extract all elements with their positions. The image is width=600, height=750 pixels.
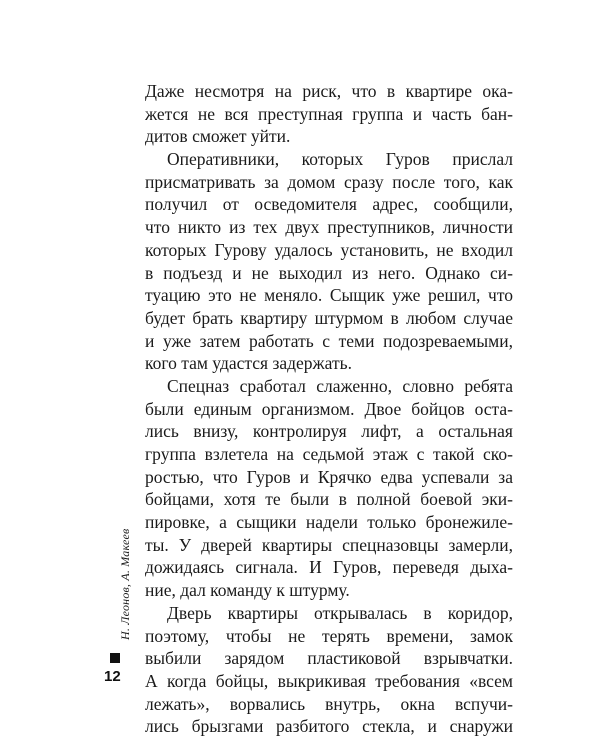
body-text (145, 80, 513, 738)
running-head-authors: Н. Леонов, А. Макеев (118, 528, 132, 640)
page-number: 12 (104, 668, 121, 685)
text-line: будет брать квартиру штурмом в любом случае (145, 307, 513, 328)
text-line: А когда бойцы, выкрикивая требования «всем (145, 670, 513, 691)
text-line: ты. У дверей квартиры спецназовцы замерли, (145, 534, 513, 555)
text-line: Даже несмотря на риск, что в квартире ока- (145, 81, 513, 101)
text-line: группа взлетела на седьмой этаж с такой ско- (145, 444, 513, 464)
text-line: и уже затем работать с теми подозреваемыми, (145, 330, 513, 351)
text-line: в подъезд и не выходил из него. Однако си- (145, 262, 513, 283)
text-line: лись брызгами разбитого стекла, и снаружи (145, 716, 513, 737)
page-marker-square (110, 653, 120, 663)
text-line: которых Гурову удалось установить, не входил (145, 239, 513, 260)
text-line: бойцами, хотя те были в полной боевой эки- (145, 489, 513, 510)
text-line: кого там удастся задержать. (145, 353, 352, 374)
text-line: жется не вся преступная группа и часть бан- (145, 103, 513, 124)
text-line: Спецназ сработал слаженно, словно ребята (167, 375, 513, 396)
text-line: выбили зарядом пластиковой взрывчатки. (145, 648, 513, 669)
text-line: лись внизу, контролируя лифт, а остальная (145, 421, 513, 442)
text-line: поэтому, чтобы не терять времени, замок (145, 625, 513, 646)
text-line: пировке, а сыщики надели только бронежиле- (145, 512, 513, 533)
text-line: что никто из тех двух преступников, личности (145, 217, 513, 238)
text-line: присматривать за домом сразу после того, как (145, 171, 513, 192)
text-line: ростью, что Гуров и Крячко едва успевали за (145, 466, 513, 487)
text-line: дожидаясь сигнала. И Гуров, переведя дыха- (145, 557, 513, 578)
text-line: дитов сможет уйти. (145, 126, 291, 147)
text-line: были единым организмом. Двое бойцов оста- (145, 398, 513, 419)
text-line: лежать», ворвались внутрь, окна вспучи- (145, 693, 513, 714)
text-line: ние, дал команду к штурму. (145, 580, 350, 601)
text-line: Оперативники, которых Гуров прислал (167, 149, 513, 170)
text-line: Дверь квартиры открывалась в коридор, (167, 602, 513, 623)
text-line: получил от осведомителя адрес, сообщили, (145, 194, 513, 215)
text-line: туацию это не меняло. Сыщик уже решил, что (145, 285, 513, 306)
